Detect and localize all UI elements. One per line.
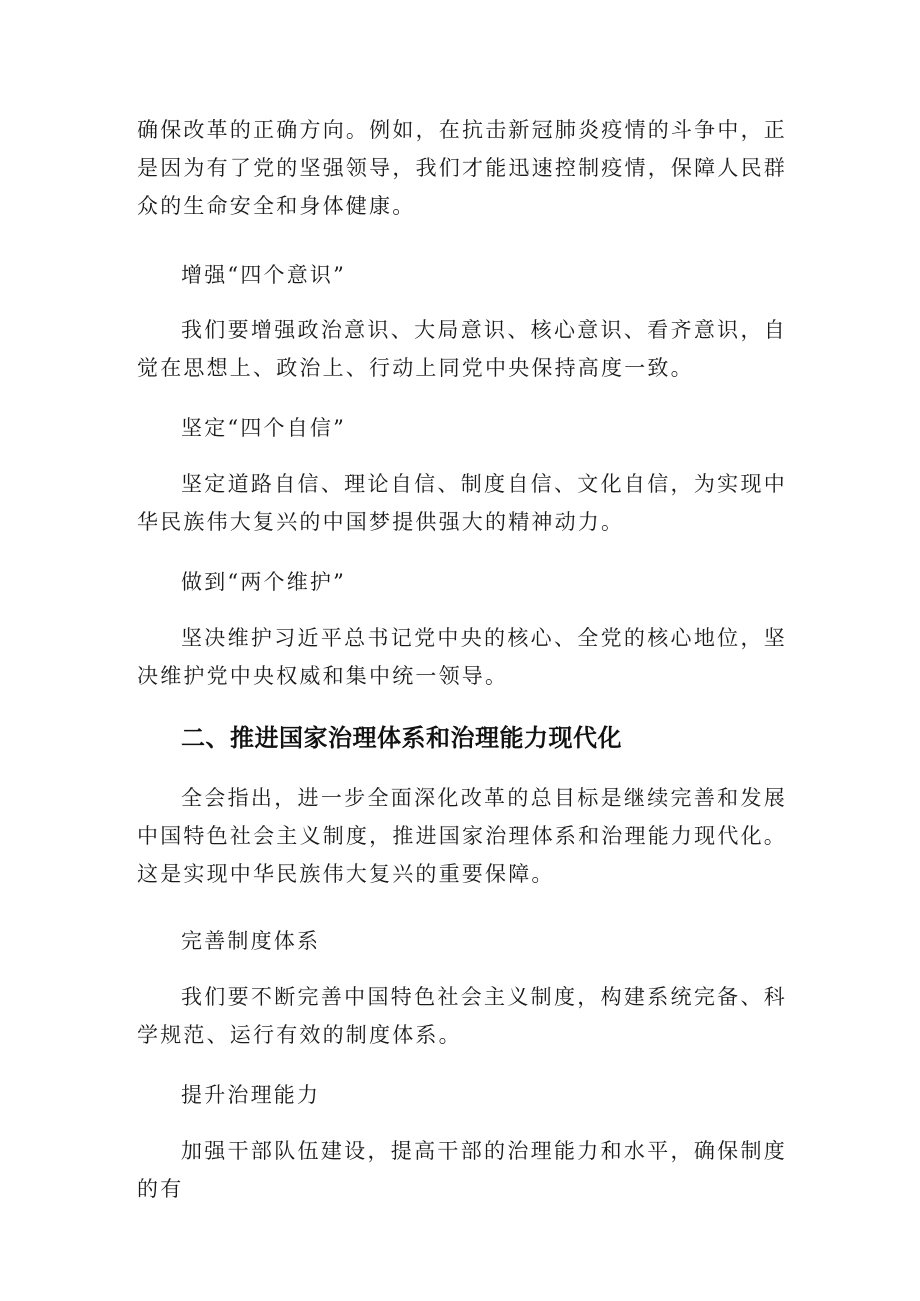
subheading-four-confidences: 坚定“四个自信” bbox=[181, 416, 347, 440]
subheading-improve-capacity: 提升治理能力 bbox=[181, 1083, 321, 1107]
subheading-four-consciousness: 增强“四个意识” bbox=[181, 263, 347, 287]
section-heading-two: 二、推进国家治理体系和治理能力现代化 bbox=[181, 724, 622, 752]
paragraph-four-consciousness: 我们要增强政治意识、大局意识、核心意识、看齐意识，自觉在思想上、政治上、行动上同党中央保持高度一致。 bbox=[137, 318, 787, 380]
paragraph-two-safeguards: 坚决维护习近平总书记党中央的核心、全党的核心地位，坚决维护党中央权威和集中统一领导。 bbox=[137, 626, 787, 688]
paragraph-improve-system: 我们要不断完善中国特色社会主义制度，构建系统完备、科学规范、运行有效的制度体系。 bbox=[137, 985, 787, 1047]
paragraph-overall-goal: 全会指出，进一步全面深化改革的总目标是继续完善和发展中国特色社会主义制度，推进国家治理体系和治理能力现代化。这是实现中华民族伟大复兴的重要保障。 bbox=[137, 786, 787, 886]
subheading-two-safeguards: 做到“两个维护” bbox=[181, 570, 347, 594]
paragraph-improve-capacity: 加强干部队伍建设，提高干部的治理能力和水平，确保制度的有 bbox=[137, 1139, 787, 1201]
subheading-improve-system: 完善制度体系 bbox=[181, 929, 321, 953]
paragraph-four-confidences: 坚定道路自信、理论自信、制度自信、文化自信，为实现中华民族伟大复兴的中国梦提供强大的精神动力。 bbox=[137, 472, 787, 534]
paragraph-continuation: 确保改革的正确方向。例如，在抗击新冠肺炎疫情的斗争中，正是因为有了党的坚强领导，我们才能迅速控制疫情，保障人民群众的生命安全和身体健康。 bbox=[137, 118, 787, 218]
